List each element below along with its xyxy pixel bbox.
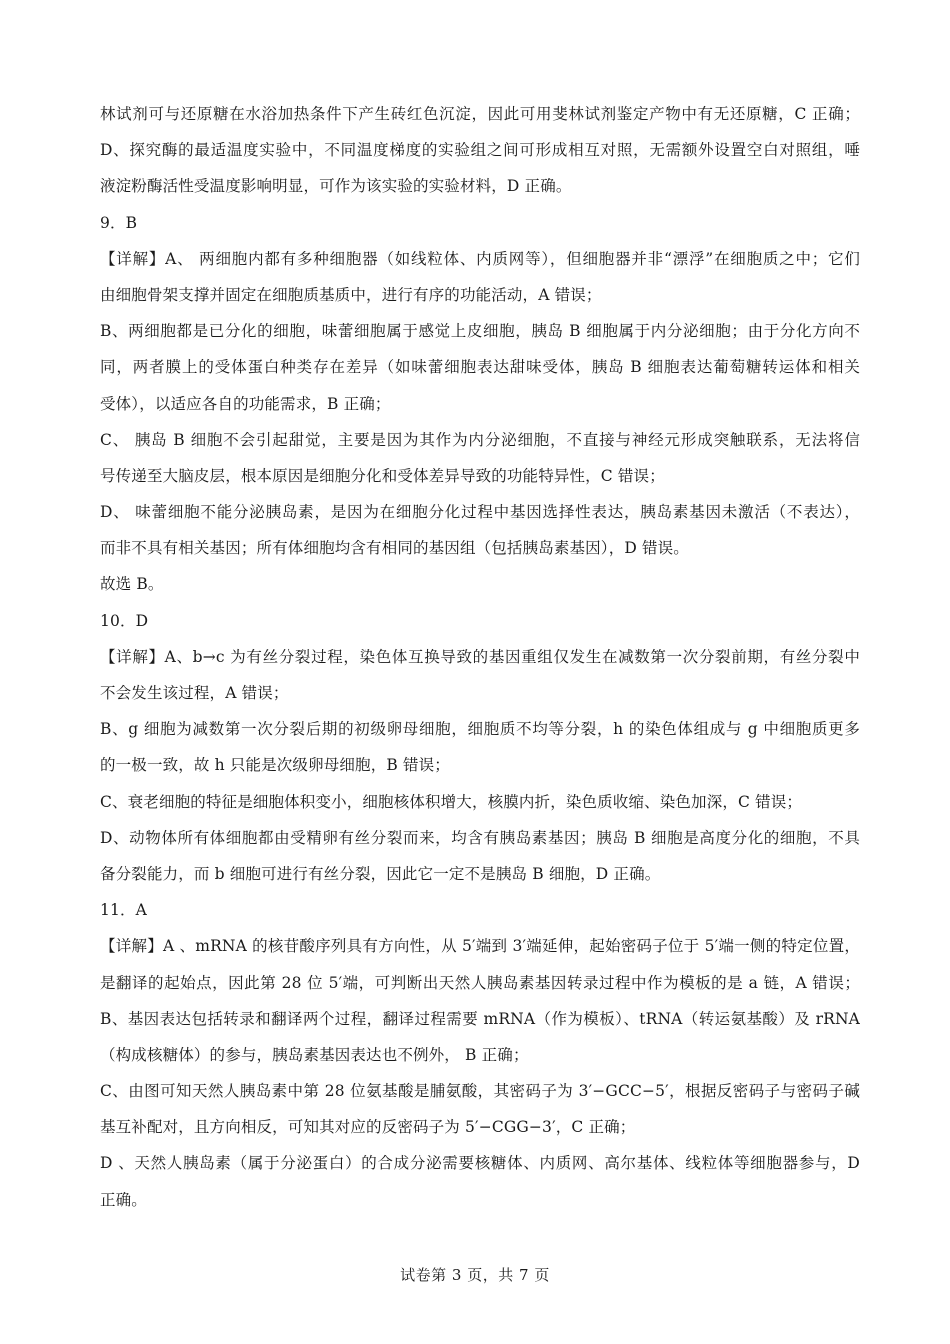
text-line: 林试剂可与还原糖在水浴加热条件下产生砖红色沉淀，因此可用斐林试剂鉴定产物中有无还原糖，C 正确； xyxy=(100,105,860,123)
text-line: 11．A xyxy=(100,901,148,920)
page-footer: 试卷第 3 页，共 7 页 xyxy=(400,1266,550,1284)
text-line: 是翻译的起始点，因此第 28 位 5′端，可判断出天然人胰岛素基因转录过程中作为模板的是 a 链，A 错误； xyxy=(100,973,860,992)
text-line: 基互补配对，且方向相反，可知其对应的反密码子为 5′−CGG−3′，C 正确； xyxy=(100,1118,636,1137)
text-line: 9．B xyxy=(100,213,138,232)
text-line: 【详解】A、 两细胞内都有多种细胞器（如线粒体、内质网等），但细胞器并非“漂浮”在细胞质之中；它们 xyxy=(100,249,860,268)
text-line: 不会发生该过程，A 错误； xyxy=(100,684,289,702)
text-line: D 、天然人胰岛素（属于分泌蛋白）的合成分泌需要核糖体、内质网、高尔基体、线粒体等细胞器参与，D xyxy=(100,1154,860,1173)
text-line: D、 味蕾细胞不能分泌胰岛素，是因为在细胞分化过程中基因选择性表达，胰岛素基因未激活（不表达）， xyxy=(100,503,860,522)
text-line: 【详解】A、b→c 为有丝分裂过程，染色体互换导致的基因重组仅发生在减数第一次分裂前期，有丝分裂中 xyxy=(100,647,860,666)
text-line: 同，两者膜上的受体蛋白种类存在差异（如味蕾细胞表达甜味受体，胰岛 B 细胞表达葡萄糖转运体和相关 xyxy=(100,358,860,377)
text-line: 由细胞骨架支撑并固定在细胞质基质中，进行有序的功能活动，A 错误； xyxy=(100,285,602,304)
text-line: B、两细胞都是已分化的细胞，味蕾细胞属于感觉上皮细胞，胰岛 B 细胞属于内分泌细胞；由于分化方向不 xyxy=(100,322,860,341)
text-line: 备分裂能力，而 b 细胞可进行有丝分裂，因此它一定不是胰岛 B 细胞，D 正确。 xyxy=(100,864,661,883)
text-line: 受体），以适应各自的功能需求，B 正确； xyxy=(100,394,391,413)
text-line: （构成核糖体）的参与，胰岛素基因表达也不例外， B 正确； xyxy=(100,1045,529,1064)
text-line: 号传递至大脑皮层，根本原因是细胞分化和受体差异导致的功能特异性，C 错误； xyxy=(100,466,665,485)
text-line: 【详解】A 、mRNA 的核苷酸序列具有方向性，从 5′端到 3′端延伸，起始密码子位于 5′端一侧的特定位置， xyxy=(100,937,860,956)
text-line: C、 胰岛 B 细胞不会引起甜觉，主要是因为其作为内分泌细胞，不直接与神经元形成突触联系，无法将信 xyxy=(100,430,860,449)
text-line: 10．D xyxy=(100,611,149,630)
text-line: D、探究酶的最适温度实验中，不同温度梯度的实验组之间可形成相互对照，无需额外设置空白对照组，唾 xyxy=(100,141,860,160)
text-line: 的一极一致，故 h 只能是次级卵母细胞，B 错误； xyxy=(100,756,450,775)
text-line: 正确。 xyxy=(100,1190,147,1209)
text-line: 液淀粉酶活性受温度影响明显，可作为该实验的实验材料，D 正确。 xyxy=(100,177,572,196)
text-line: C、衰老细胞的特征是细胞体积变小，细胞核体积增大，核膜内折，染色质收缩、染色加深，C 错误； xyxy=(100,792,803,811)
text-line: B、基因表达包括转录和翻译两个过程，翻译过程需要 mRNA（作为模板）、tRNA（转运氨基酸）及 rRNA xyxy=(100,1009,860,1028)
text-line: 而非不具有相关基因；所有体细胞均含有相同的基因组（包括胰岛素基因），D 错误。 xyxy=(100,539,689,558)
text-line: C、由图可知天然人胰岛素中第 28 位氨基酸是脯氨酸，其密码子为 3′−GCC−5′，根据反密码子与密码子碱 xyxy=(100,1082,860,1101)
text-line: B、g 细胞为减数第一次分裂后期的初级卵母细胞，细胞质不均等分裂，h 的染色体组成与 g 中细胞质更多 xyxy=(100,720,860,739)
text-line: D、动物体所有体细胞都由受精卵有丝分裂而来，均含有胰岛素基因；胰岛 B 细胞是高度分化的细胞，不具 xyxy=(100,828,860,847)
answer-explanation-text xyxy=(100,96,860,1218)
text-line: 故选 B。 xyxy=(100,575,164,594)
